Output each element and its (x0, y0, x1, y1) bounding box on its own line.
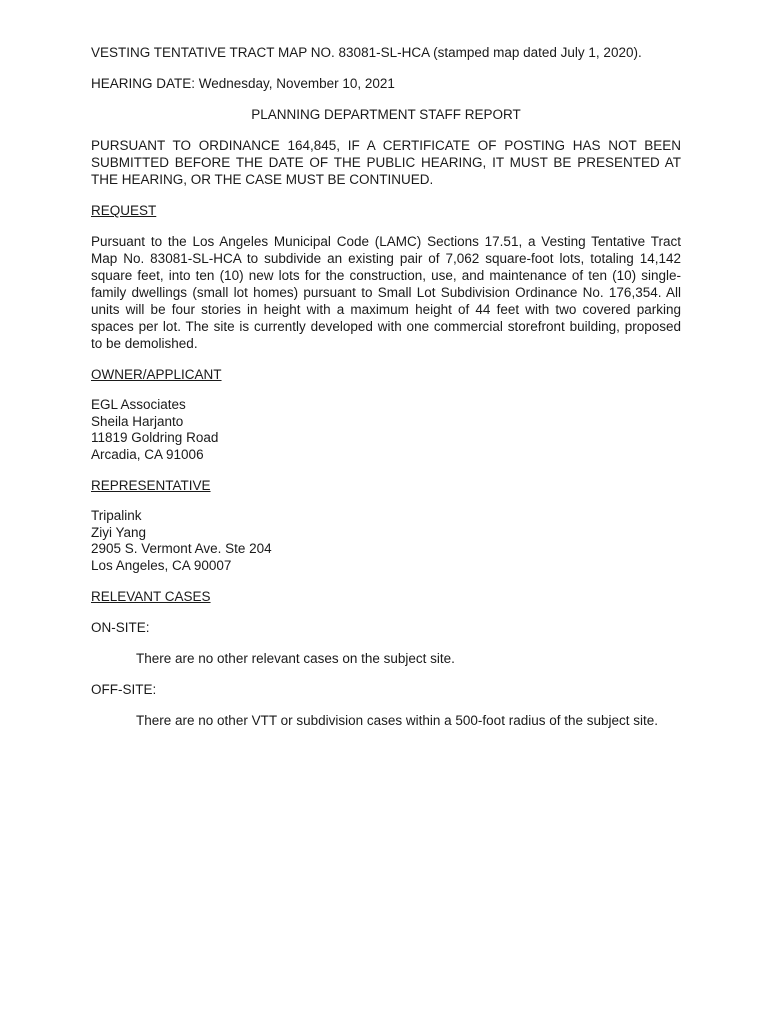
document-page (91, 44, 681, 743)
report-title: PLANNING DEPARTMENT STAFF REPORT (251, 107, 521, 122)
representative-heading: REPRESENTATIVE (91, 478, 211, 493)
representative-line: Ziyi Yang (91, 524, 147, 540)
tract-map-title: VESTING TENTATIVE TRACT MAP NO. 83081-SL-HCA (stamped map dated July 1, 2020). (91, 45, 642, 60)
owner-line: 11819 Goldring Road (91, 430, 219, 445)
request-body: Pursuant to the Los Angeles Municipal Code (LAMC) Sections 17.51, a Vesting Tentative Tract Map No. 83081-SL-HCA to subdivide an existing pair of 7,062 square-foot lots, totaling 14,142 square feet, into ten (10) new lots for the construction, use, and maintenance of ten (10) single-family dwellings (small lot homes) pursuant to Small Lot Subdivision Ordinance No. 176,354. All units will be four stories in height with a maximum height of 44 feet with two covered parking spaces per lot. The site is currently developed with one commercial storefront building, proposed to be demolished. (91, 234, 681, 351)
representative-address (91, 508, 681, 574)
relevant-cases-heading: RELEVANT CASES (91, 589, 211, 604)
off-site-label: OFF-SITE: (91, 682, 157, 697)
on-site-label: ON-SITE: (91, 620, 150, 635)
off-site-text: There are no other VTT or subdivision cases within a 500-foot radius of the subject site. (136, 713, 659, 728)
representative-line: 2905 S. Vermont Ave. Ste 204 (91, 541, 272, 556)
posting-notice: PURSUANT TO ORDINANCE 164,845, IF A CERTIFICATE OF POSTING HAS NOT BEEN SUBMITTED BEFORE THE DATE OF THE PUBLIC HEARING, IT MUST BE PRESENTED AT THE HEARING, OR THE CASE MUST BE CONTINUED. (91, 138, 681, 187)
representative-line: Tripalink (91, 508, 142, 523)
on-site-text: There are no other relevant cases on the subject site. (136, 651, 455, 666)
owner-address (91, 397, 681, 463)
representative-line: Los Angeles, CA 90007 (91, 557, 232, 573)
owner-heading: OWNER/APPLICANT (91, 367, 222, 382)
owner-line: Arcadia, CA 91006 (91, 446, 204, 462)
request-heading: REQUEST (91, 203, 157, 218)
owner-line: EGL Associates (91, 397, 186, 412)
owner-line: Sheila Harjanto (91, 413, 184, 429)
hearing-date: HEARING DATE: Wednesday, November 10, 2021 (91, 76, 395, 91)
